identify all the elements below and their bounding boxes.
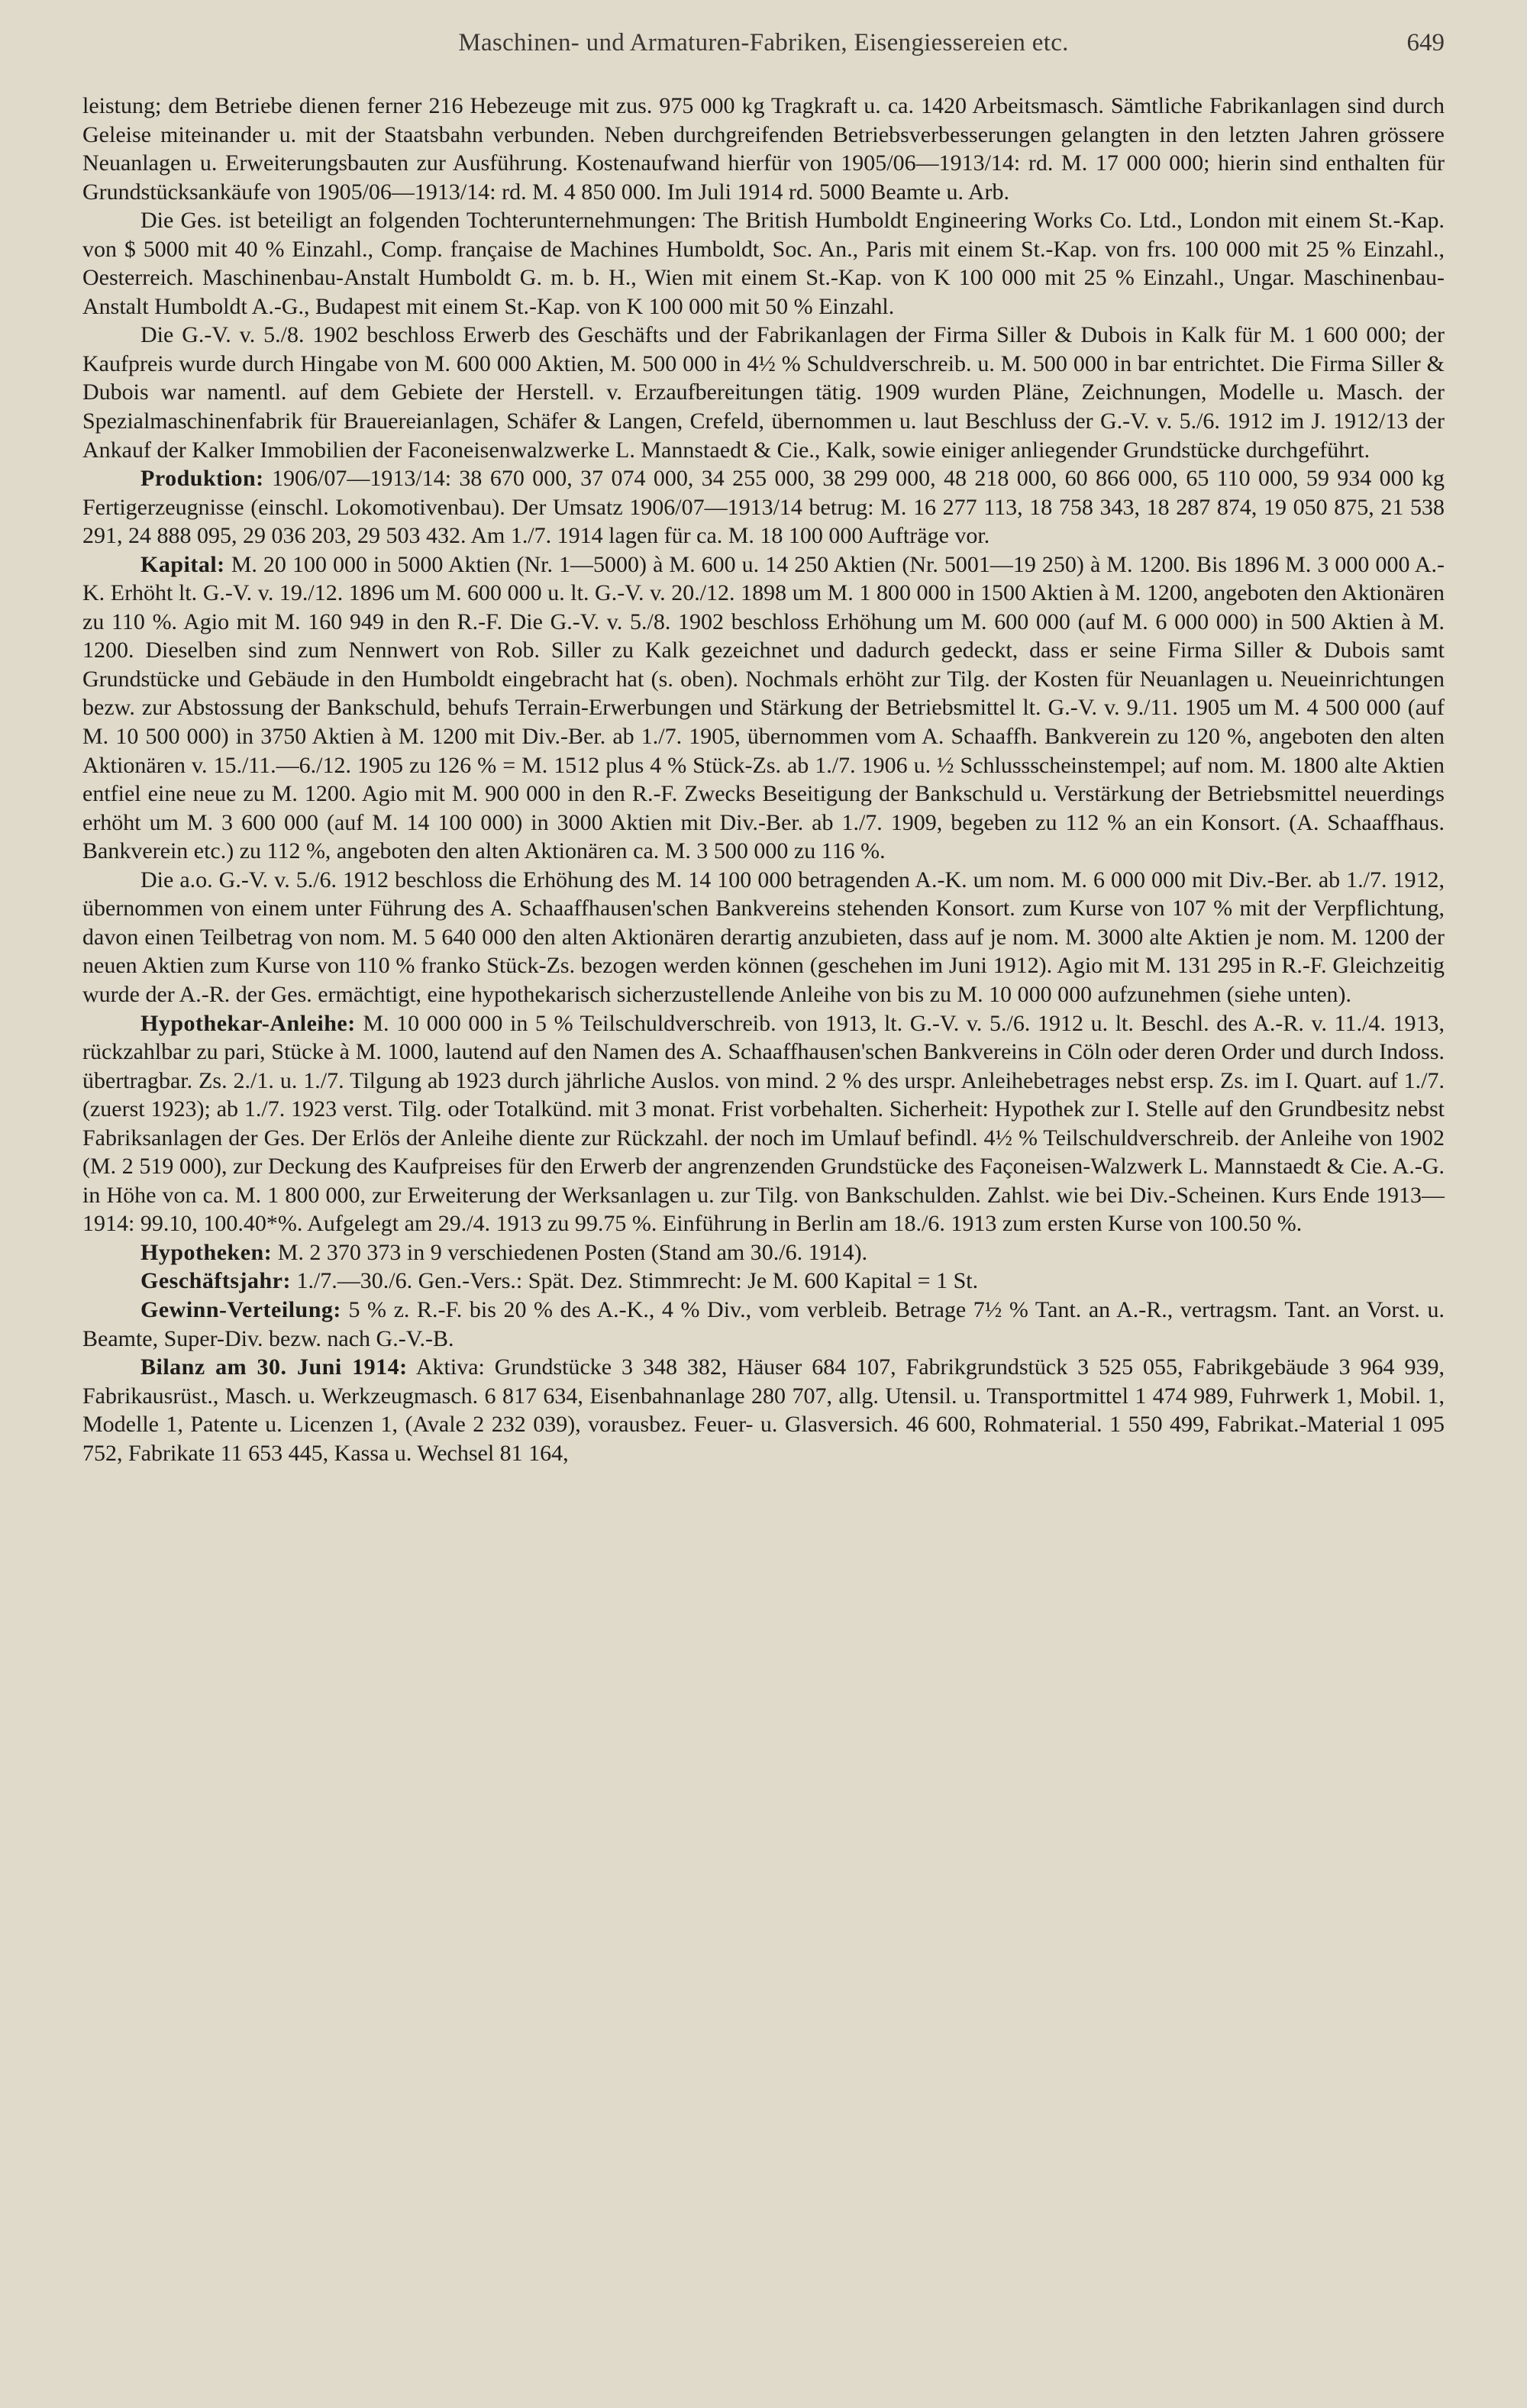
paragraph-subsidiaries: Die Ges. ist beteiligt an folgenden Tochterunternehmungen: The British Humboldt Engineering Works Co. Ltd., London mit einem St.-Kap. von $ 5000 mit 40 % Einzahl., Comp. française de Machines Humboldt, Soc. An., Paris mit einem St.-Kap. von frs. 100 000 mit 25 % Einzahl., Oesterreich. Maschinenbau-Anstalt Humboldt G. m. b. H., Wien mit einem St.-Kap. von K 100 000 mit 25 % Einzahl., Ungar. Maschinenbau-Anstalt Humboldt A.-G., Budapest mit einem St.-Kap. von K 100 000 mit 50 % Einzahl. bbox=[82, 208, 1445, 319]
paragraph-geschaeftsjahr: Geschäftsjahr: 1./7.—30./6. Gen.-Vers.: Spät. Dez. Stimmrecht: Je M. 600 Kapital = 1 St. bbox=[140, 1268, 979, 1294]
page-number: 649 bbox=[1406, 29, 1445, 56]
paragraph-produktion: Produktion: 1906/07—1913/14: 38 670 000, 37 074 000, 34 255 000, 38 299 000, 48 218 000, 60 866 000, 65 110 000, 59 934 000 kg Fertigerzeugnisse (einschl. Lokomotivenbau). Der Umsatz 1906/07—1913/14 betrug: M. 16 277 113, 18 758 343, 18 287 874, 19 050 875, 21 538 291, 24 888 095, 29 036 203, 29 503 432. Am 1./7. 1914 lagen für ca. M. 18 100 000 Aufträge vor. bbox=[82, 466, 1445, 549]
paragraph-factory-capacity: leistung; dem Betriebe dienen ferner 216 Hebezeuge mit zus. 975 000 kg Tragkraft u. ca. 1420 Arbeitsmasch. Sämtliche Fabrikanlagen sind durch Geleise miteinander u. mit der Staatsbahn verbunden. Neben durchgreifenden Betriebsverbesserungen gelangten in den letzten Jahren grössere Neuanlagen u. Erweiterungsbauten zur Ausführung. Kostenaufwand hierfür von 1905/06—1913/14: rd. M. 17 000 000; hierin sind enthalten für Grundstücksankäufe von 1905/06—1913/14: rd. M. 4 850 000. Im Juli 1914 rd. 5000 Beamte u. Arb. bbox=[82, 93, 1445, 205]
section-heading: Hypotheken: bbox=[140, 1239, 273, 1265]
section-heading: Hypothekar-Anleihe: bbox=[140, 1010, 356, 1036]
page-body bbox=[82, 92, 1445, 1467]
paragraph-hypotheken: Hypotheken: M. 2 370 373 in 9 verschiedenen Posten (Stand am 30./6. 1914). bbox=[140, 1239, 868, 1265]
paragraph-kapital: Kapital: M. 20 100 000 in 5000 Aktien (Nr. 1—5000) à M. 600 u. 14 250 Aktien (Nr. 5001—19 250) à M. 1200. Bis 1896 M. 3 000 000 A.-K. Erhöht lt. G.-V. v. 19./12. 1896 um M. 600 000 u. lt. G.-V. v. 20./12. 1898 um M. 1 800 000 in 1500 Aktien à M. 1200, angeboten den Aktionären zu 110 %. Agio mit M. 160 949 in den R.-F. Die G.-V. v. 5./8. 1902 beschloss Erhöhung um M. 600 000 (auf M. 6 000 000) in 500 Aktien à M. 1200. Dieselben sind zum Nennwert von Rob. Siller zu Kalk gezeichnet und dadurch gedeckt, dass er seine Firma Siller & Dubois samt Grundstücke und Gebäude in den Humboldt eingebracht hat (s. oben). Nochmals erhöht zur Tilg. der Kosten für Neuanlagen u. Neueinrichtungen bezw. zur Abstossung der Bankschuld, behufs Terrain-Erwerbungen und Stärkung der Betriebsmittel lt. G.-V. v. 9./11. 1905 um M. 4 500 000 (auf M. 10 500 000) in 3750 Aktien à M. 1200 mit Div.-Ber. ab 1./7. 1905, übernommen vom A. Schaaffh. Bankverein zu 120 %, angeboten den alten Aktionären v. 15./11.—6./12. 1905 zu 126 % = M. 1512 plus 4 % Stück-Zs. ab 1./7. 1906 u. ½ Schlussscheinstempel; auf nom. M. 1800 alte Aktien entfiel eine neue zu M. 1200. Agio mit M. 900 000 in den R.-F. Zwecks Beseitigung der Bankschuld u. Verstärkung der Betriebsmittel neuerdings erhöht um M. 3 600 000 (auf M. 14 100 000) in 3000 Aktien mit Div.-Ber. ab 1./7. 1909, begeben zu 112 % an ein Konsort. (A. Schaaffhaus. Bankverein etc.) zu 112 %, angeboten den alten Aktionären ca. M. 3 500 000 zu 116 %. bbox=[82, 551, 1445, 864]
section-heading: Geschäftsjahr: bbox=[140, 1268, 291, 1294]
section-heading: Bilanz am 30. Juni 1914: bbox=[140, 1354, 408, 1380]
section-heading: Gewinn-Verteilung: bbox=[140, 1296, 341, 1322]
page-header bbox=[82, 29, 1445, 76]
paragraph-hypothekar-anleihe: Hypothekar-Anleihe: M. 10 000 000 in 5 % Teilschuldverschreib. von 1913, lt. G.-V. v. 5./6. 1912 u. lt. Beschl. des A.-R. v. 11./4. 1913, rückzahlbar zu pari, Stücke à M. 1000, lautend auf den Namen des A. Schaaffhausen'schen Bankvereins in Cöln oder deren Order und durch Indoss. übertragbar. Zs. 2./1. u. 1./7. Tilgung ab 1923 durch jährliche Auslos. von mind. 2 % des urspr. Anleihebetrages nebst ersp. Zs. im I. Quart. auf 1./7. (zuerst 1923); ab 1./7. 1923 verst. Tilg. oder Totalkünd. mit 3 monat. Frist vorbehalten. Sicherheit: Hypothek zur I. Stelle auf den Grundbesitz nebst Fabriksanlagen der Ges. Der Erlös der Anleihe diente zur Rückzahl. der noch im Umlauf befindl. 4½ % Teilschuldverschreib. der Anleihe von 1902 (M. 2 519 000), zur Deckung des Kaufpreises für den Erwerb der angrenzenden Grundstücke des Façoneisen-Walzwerk L. Mannstaedt & Cie. A.-G. in Höhe von ca. M. 1 800 000, zur Erweiterung der Werksanlagen u. zur Tilg. von Bankschulden. Zahlst. wie bei Div.-Scheinen. Kurs Ende 1913—1914: 99.10, 100.40*%. Aufgelegt am 29./4. 1913 zu 99.75 %. Einführung in Berlin am 18./6. 1913 zum ersten Kurse von 100.50 %. bbox=[82, 1010, 1445, 1237]
running-title: Maschinen- und Armaturen-Fabriken, Eisengiessereien etc. bbox=[458, 29, 1069, 56]
paragraph-acquisitions: Die G.-V. v. 5./8. 1902 beschloss Erwerb des Geschäfts und der Fabrikanlagen der Firma Siller & Dubois in Kalk für M. 1 600 000; der Kaufpreis wurde durch Hingabe von M. 600 000 Aktien, M. 500 000 in 4½ % Schuldverschreib. u. M. 500 000 in bar entrichtet. Die Firma Siller & Dubois war namentl. auf dem Gebiete der Herstell. v. Erzaufbereitungen tätig. 1909 wurden Pläne, Zeichnungen, Modelle u. Masch. der Spezialmaschinenfabrik für Brauereianlagen, Schäfer & Langen, Crefeld, übernommen u. laut Beschluss der G.-V. v. 5./6. 1912 im J. 1912/13 der Ankauf der Kalker Immobilien der Faconeisenwalzwerke L. Mannstaedt & Cie., Kalk, sowie einiger anliegender Grundstücke durchgeführt. bbox=[82, 322, 1445, 463]
section-heading: Kapital: bbox=[140, 551, 225, 577]
paragraph-gewinn-verteilung: Gewinn-Verteilung: 5 % z. R.-F. bis 20 % des A.-K., 4 % Div., vom verbleib. Betrage 7½ % Tant. an A.-R., vertragsm. Tant. an Vorst. u. Beamte, Super-Div. bezw. nach G.-V.-B. bbox=[82, 1296, 1445, 1351]
paragraph-bilanz: Bilanz am 30. Juni 1914: Aktiva: Grundstücke 3 348 382, Häuser 684 107, Fabrikgrundstück 3 525 055, Fabrikgebäude 3 964 939, Fabrikausrüst., Masch. u. Werkzeugmasch. 6 817 634, Eisenbahnanlage 280 707, allg. Utensil. u. Transportmittel 1 474 989, Fuhrwerk 1, Mobil. 1, Modelle 1, Patente u. Licenzen 1, (Avale 2 232 039), vorausbez. Feuer- u. Glasversich. 46 600, Rohmaterial. 1 550 499, Fabrikat.-Material 1 095 752, Fabrikate 11 653 445, Kassa u. Wechsel 81 164, bbox=[82, 1354, 1445, 1466]
section-heading: Produktion: bbox=[140, 466, 264, 492]
paragraph-capital-increase-1912: Die a.o. G.-V. v. 5./6. 1912 beschloss die Erhöhung des M. 14 100 000 betragenden A.-K. um nom. M. 6 000 000 mit Div.-Ber. ab 1./7. 1912, übernommen von einem unter Führung des A. Schaaffhausen'schen Bankvereins stehenden Konsort. zum Kurse von 107 % mit der Verpflichtung, davon einen Teilbetrag von nom. M. 5 640 000 den alten Aktionären derartig anzubieten, dass auf je nom. M. 3000 alte Aktien je nom. M. 1200 der neuen Aktien zum Kurse von 110 % franko Stück-Zs. bezogen werden können (geschehen im Juni 1912). Agio mit M. 131 295 in R.-F. Gleichzeitig wurde der A.-R. der Ges. ermächtigt, eine hypothekarisch sicherzustellende Anleihe von bis zu M. 10 000 000 aufzunehmen (siehe unten). bbox=[82, 867, 1445, 1007]
